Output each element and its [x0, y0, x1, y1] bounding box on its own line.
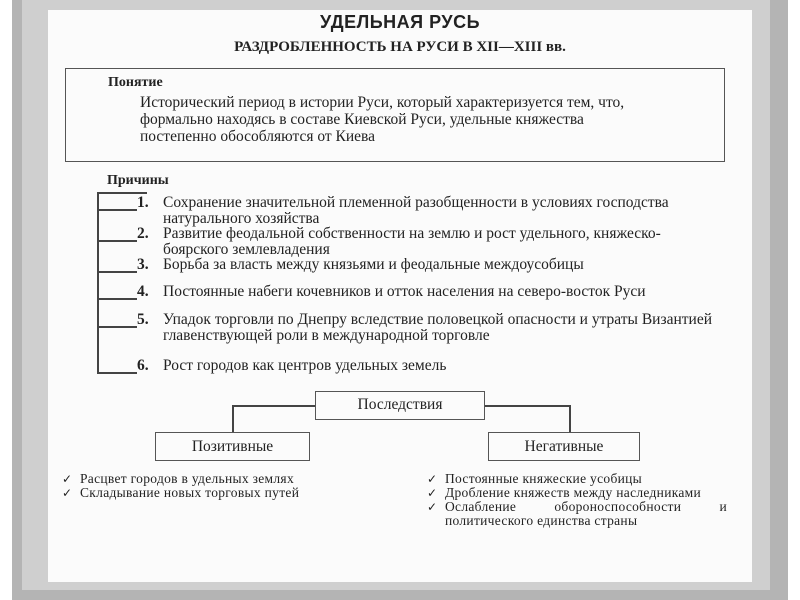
- checkmark-icon: ✓: [427, 500, 438, 514]
- connector-left-h: [232, 405, 316, 407]
- negative-item: [425, 500, 727, 528]
- cause-number: 5.: [137, 311, 149, 328]
- concept-label: Понятие: [108, 75, 163, 90]
- positive-label: Позитивные: [191, 438, 274, 455]
- cause-number: 1.: [137, 194, 149, 211]
- negative-item: [425, 486, 727, 500]
- cause-tick: [97, 298, 137, 300]
- cause-tick: [97, 209, 137, 211]
- positive-item: [60, 486, 372, 500]
- cause-tick: [97, 372, 137, 374]
- negative-box: [488, 432, 640, 461]
- cause-tick: [97, 240, 137, 242]
- positive-item: [60, 472, 372, 486]
- cause-text: Сохранение значительной племенной разобщенности в условиях господства натурального хозяйства: [163, 194, 669, 227]
- checkmark-icon: ✓: [427, 472, 438, 486]
- cause-tick: [97, 326, 137, 328]
- negative-item-text: Ослабление обороноспособности и политического единства страны: [445, 499, 727, 528]
- cause-text: Борьба за власть между князьями и феодальные междоусобицы: [163, 256, 584, 273]
- positive-item-text: Складывание новых торговых путей: [80, 485, 300, 500]
- positive-box: [155, 432, 310, 461]
- cause-item: [137, 257, 727, 273]
- cause-number: 2.: [137, 225, 149, 242]
- connector-left-v: [232, 405, 234, 433]
- page-subtitle: РАЗДРОБЛЕННОСТЬ НА РУСИ В XII—XIII вв.: [234, 39, 566, 55]
- cause-number: 3.: [137, 256, 149, 273]
- causes-label: Причины: [107, 173, 169, 188]
- checkmark-icon: ✓: [62, 486, 73, 500]
- cause-item: [137, 226, 727, 258]
- negative-item-text: Дробление княжеств между наследниками: [445, 485, 702, 500]
- negative-label: Негативные: [524, 438, 604, 455]
- connector-right-v: [569, 405, 571, 433]
- causes-bracket-spine: [97, 192, 99, 373]
- cause-text: Развитие феодальной собственности на землю и рост удельного, княжеско-боярского землевладения: [163, 225, 661, 258]
- positive-item-text: Расцвет городов в удельных землях: [80, 471, 294, 486]
- cause-number: 4.: [137, 283, 149, 300]
- cause-text: Упадок торговли по Днепру вследствие половецкой опасности и утраты Византией главенствующей роли в международной торговле: [163, 311, 712, 344]
- consequences-box: [315, 391, 485, 420]
- cause-number: 6.: [137, 357, 149, 374]
- concept-text: Исторический период в истории Руси, который характеризуется тем, что, формально находясь в составе Киевской Руси, удельные княжества постепенно обособляются от Киева: [140, 94, 625, 145]
- negative-list: [425, 472, 727, 528]
- checkmark-icon: ✓: [62, 472, 73, 486]
- cause-item: [137, 284, 727, 300]
- negative-item: [425, 472, 727, 486]
- cause-tick: [97, 271, 137, 273]
- cause-item: [137, 195, 727, 227]
- consequences-label: Последствия: [357, 396, 443, 413]
- cause-text: Рост городов как центров удельных земель: [163, 357, 447, 374]
- positive-list: [60, 472, 372, 500]
- connector-right-h: [484, 405, 570, 407]
- page-title: УДЕЛЬНАЯ РУСЬ: [319, 12, 481, 32]
- checkmark-icon: ✓: [427, 486, 438, 500]
- cause-text: Постоянные набеги кочевников и отток населения на северо-восток Руси: [163, 283, 646, 300]
- cause-item: [137, 312, 727, 344]
- cause-item: [137, 358, 727, 374]
- negative-item-text: Постоянные княжеские усобицы: [445, 471, 643, 486]
